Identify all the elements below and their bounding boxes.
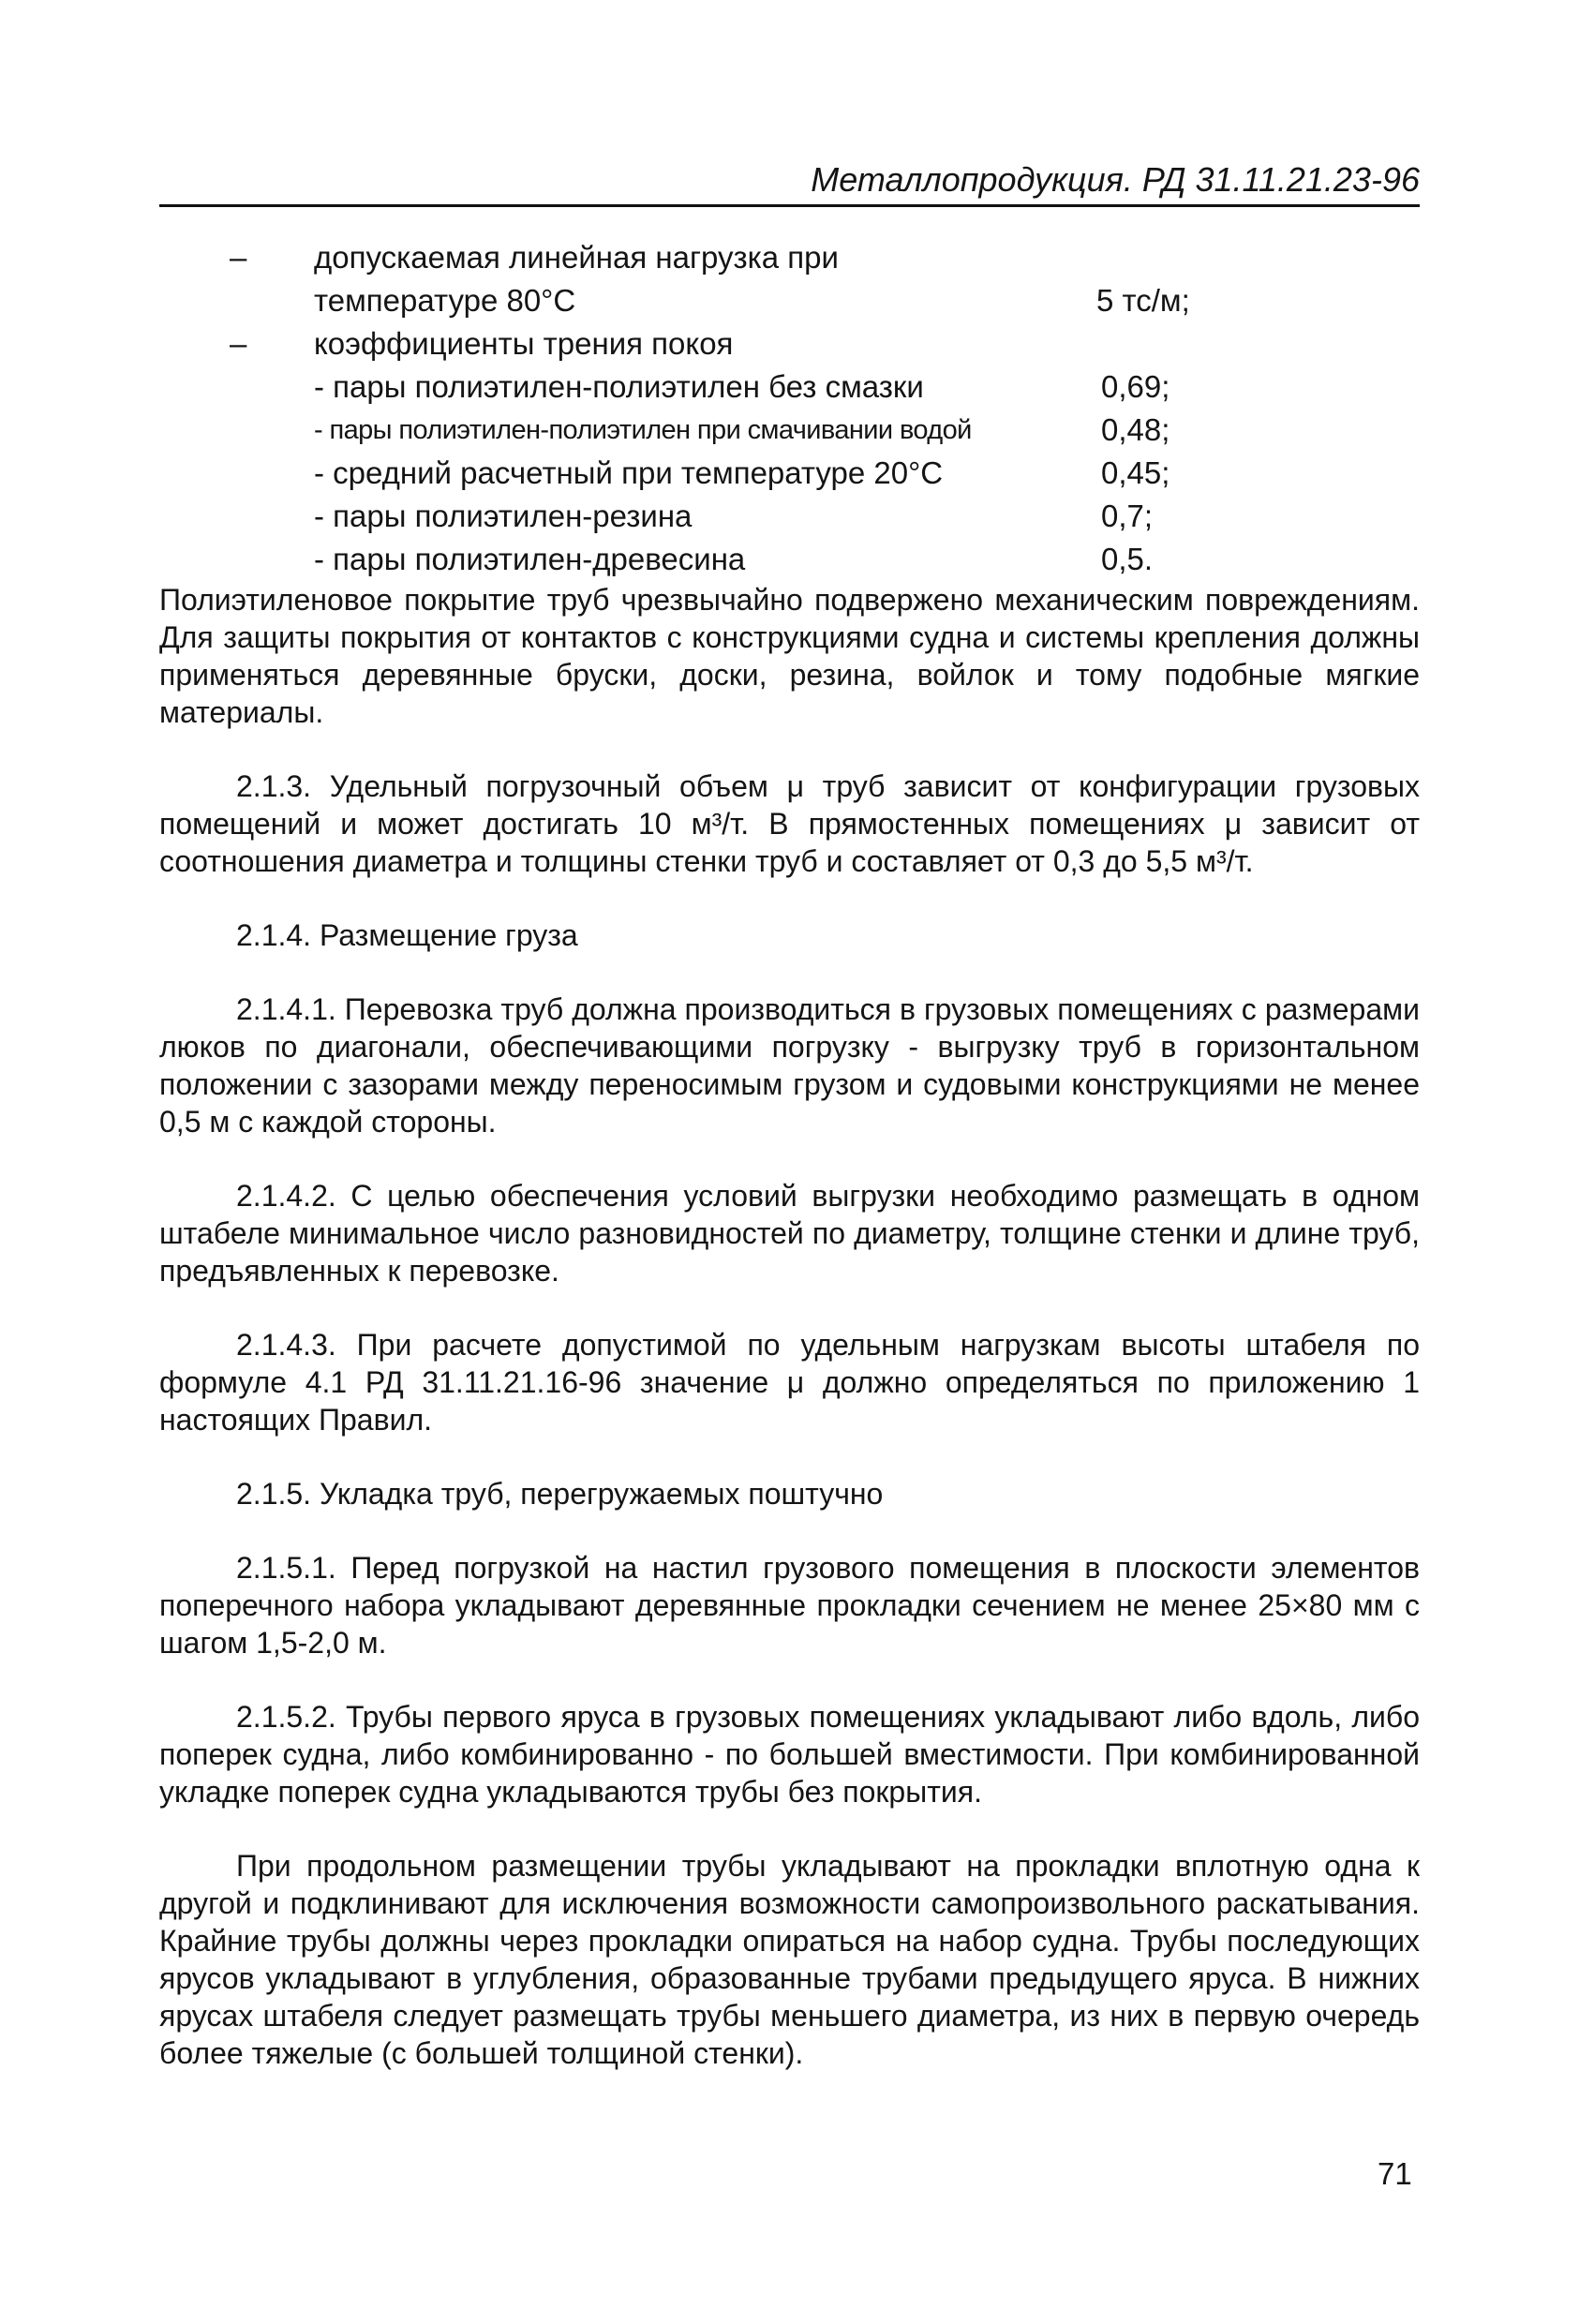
paragraph: 2.1.4.1. Перевозка труб должна производиться в грузовых помещениях с размерами люков по диагонали, обеспечивающими погрузку - выгрузку труб в горизонтальном положении с зазорами между переносимым грузом и судовыми конструкциями не менее 0,5 м с каждой стороны. — [159, 992, 1420, 1139]
list-item-value: 0,48; — [1101, 412, 1170, 447]
paragraph: 2.1.4.2. С целью обеспечения условий выгрузки необходимо размещать в одном штабеле минимальное число разновидностей по диаметру, толщине стенки и длине труб, предъявленных к перевозке. — [159, 1179, 1420, 1288]
paragraph: 2.1.4.3. При расчете допустимой по удельным нагрузкам высоты штабеля по формуле 4.1 РД 31.11.21.16-96 значение μ должно определяться по приложению 1 настоящих Правил. — [159, 1328, 1420, 1437]
document-body — [159, 581, 1420, 2108]
list-item-label: коэффициенты трения покоя — [314, 326, 734, 361]
paragraph: 2.1.5.2. Трубы первого яруса в грузовых помещениях укладывают либо вдоль, либо поперек судна, либо комбинированно - по большей вместимости. При комбинированной укладке поперек судна укладываются трубы без покрытия. — [159, 1700, 1420, 1809]
paragraph: 2.1.3. Удельный погрузочный объем μ труб зависит от конфигурации грузовых помещений и может достигать 10 м³/т. В прямостенных помещениях μ зависит от соотношения диаметра и толщины стенки труб и составляет от 0,3 до 5,5 м³/т. — [159, 769, 1420, 878]
list-item-value: 0,5. — [1101, 542, 1154, 576]
list-item — [159, 452, 1434, 495]
page-number: 71 — [1378, 2156, 1412, 2191]
properties-list — [159, 236, 1434, 581]
list-item-label: допускаемая линейная нагрузка при температуре 80°С — [314, 240, 839, 318]
list-item-label: - пары полиэтилен-резина — [314, 499, 693, 533]
list-item-value: 0,45; — [1101, 455, 1170, 490]
section-heading: 2.1.5. Укладка труб, перегружаемых поштучно — [236, 1477, 884, 1511]
list-item-value: 0,69; — [1101, 369, 1170, 404]
list-item — [159, 409, 1434, 452]
running-header: Металлопродукция. РД 31.11.21.23-96 — [159, 159, 1420, 207]
list-marker: – — [230, 240, 247, 275]
list-item-label: - пары полиэтилен-полиэтилен при смачивании водой — [314, 415, 972, 445]
list-item — [159, 538, 1434, 581]
list-item-value: 5 тс/м; — [1096, 283, 1190, 318]
paragraph: 2.1.5.1. Перед погрузкой на настил грузового помещения в плоскости элементов поперечного набора укладывают деревянные прокладки сечением не менее 25×80 мм с шагом 1,5-2,0 м. — [159, 1551, 1420, 1660]
list-item-value: 0,7; — [1101, 499, 1154, 533]
list-item — [159, 495, 1434, 538]
list-item-label: - пары полиэтилен-полиэтилен без смазки — [314, 369, 924, 404]
section-heading: 2.1.4. Размещение груза — [236, 918, 578, 952]
list-marker: – — [230, 326, 247, 361]
paragraph: При продольном размещении трубы укладывают на прокладки вплотную одна к другой и подклинивают для исключения возможности самопроизвольного раскатывания. Крайние трубы должны через прокладки опираться на набор судна. Трубы последующих ярусов укладывают в углубления, образованные трубами предыдущего яруса. В нижних ярусах штабеля следует размещать трубы меньшего диаметра, из них в первую очередь более тяжелые (с большей толщиной стенки). — [159, 1849, 1420, 2070]
paragraph: Полиэтиленовое покрытие труб чрезвычайно подвержено механическим повреждениям. Для защиты покрытия от контактов с конструкциями судна и системы крепления должны применяться деревянные бруски, доски, резина, войлок и тому подобные мягкие материалы. — [159, 583, 1420, 729]
list-item — [159, 236, 1434, 322]
list-item — [159, 322, 1434, 365]
list-item-label: - пары полиэтилен-древесина — [314, 542, 746, 576]
list-item-label: - средний расчетный при температуре 20°С — [314, 455, 944, 490]
list-item — [159, 365, 1434, 409]
